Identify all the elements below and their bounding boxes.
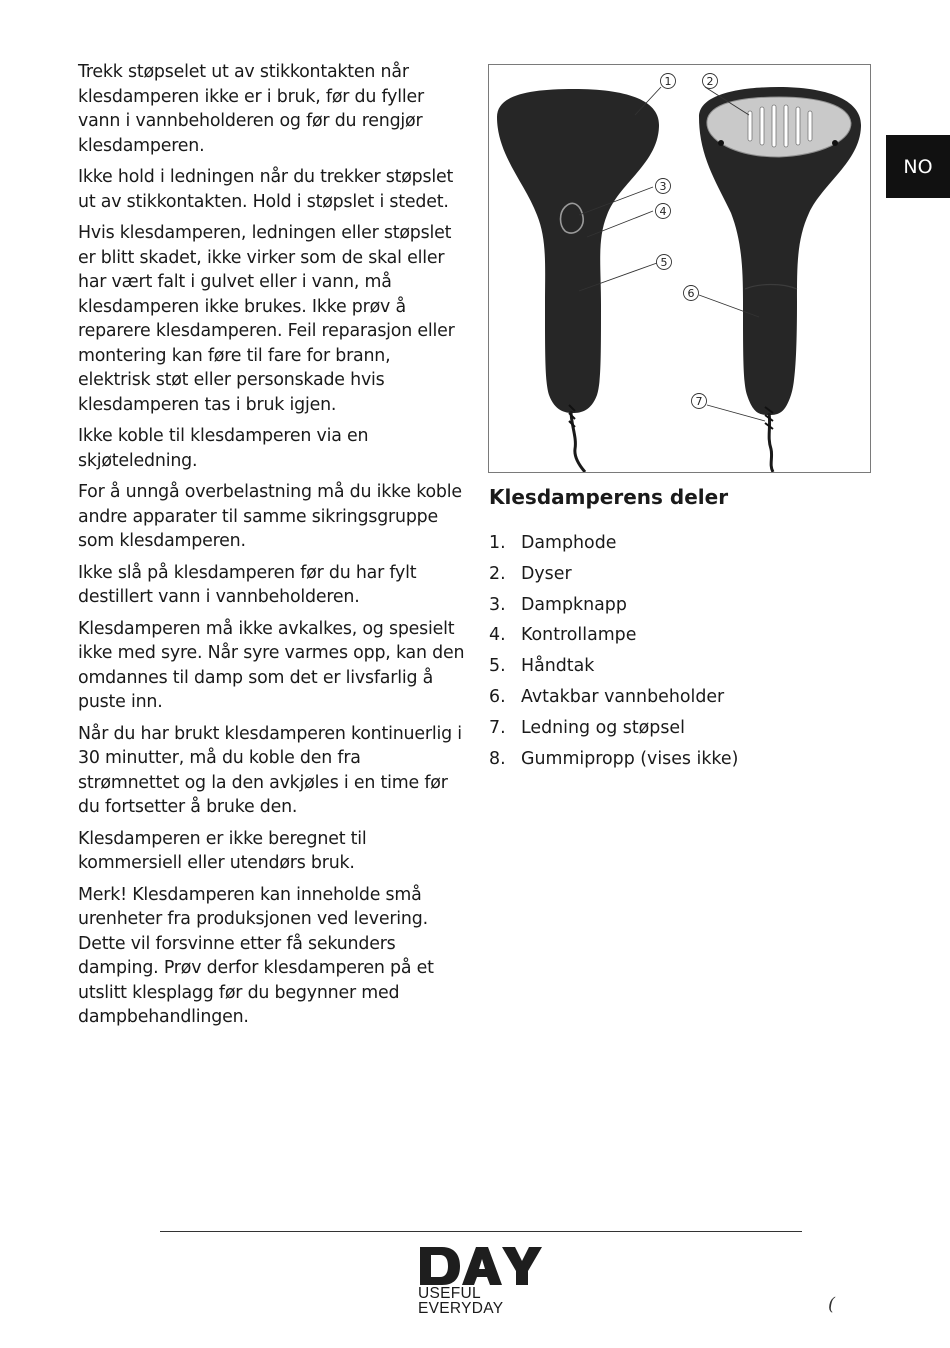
paragraph: Klesdamperen er ikke beregnet til kommersiell eller utendørs bruk. [78, 828, 367, 873]
item-label: Avtakbar vannbeholder [521, 686, 725, 707]
steamer-illustration [489, 65, 870, 472]
item-number: 1. [489, 533, 506, 553]
paragraph: Ikke hold i ledningen når du trekker støpslet ut av stikkontakten. Hold i støpslet i stedet. [78, 167, 454, 212]
safety-instructions [78, 60, 466, 1037]
item-label: Håndtak [521, 656, 595, 677]
steamer-back-view [497, 89, 659, 472]
callout-6: 6 [687, 287, 695, 300]
paragraph: Klesdamperen må ikke avkalkes, og spesielt ikke med syre. Når syre varmes opp, kan den omdannes til damp som det er livsfarlig å puste inn. [78, 618, 465, 712]
parts-list [489, 528, 738, 774]
item-label: Dampknapp [521, 594, 627, 615]
paragraph: For å unngå overbelastning må du ikke koble andre apparater til samme sikringsgruppe som klesdamperen. [78, 482, 462, 551]
paragraph: Når du har brukt klesdamperen kontinuerlig i 30 minutter, må du koble den fra strømnettet og la den avkjøles i en time før du fortsetter å bruke den. [78, 723, 462, 817]
callout-2: 2 [706, 75, 714, 88]
paragraph: Ikke koble til klesdamperen via en skjøteledning. [78, 426, 369, 471]
steamer-figure [488, 64, 871, 473]
list-item [489, 559, 738, 590]
callout-4: 4 [659, 205, 667, 218]
item-label: Damphode [521, 533, 617, 553]
logo-tagline [418, 1286, 503, 1316]
paragraph: Merk! Klesdamperen kan inneholde små urenheter fra produksjonen ved levering. Dette vil forsvinne etter få sekunders damping. Prøv derfor klesdamperen på et utslitt klesplagg før du begynner med dampbehandlingen. [78, 884, 434, 1027]
cord [571, 411, 585, 472]
item-number: 7. [489, 717, 506, 738]
item-number: 3. [489, 594, 506, 615]
logo-line-2: EVERYDAY [418, 1300, 504, 1317]
list-item [489, 713, 738, 744]
callout-5: 5 [660, 256, 668, 269]
list-item [489, 590, 738, 621]
item-number: 4. [489, 625, 506, 646]
list-item [489, 528, 738, 559]
callout-7: 7 [695, 395, 703, 408]
item-number: 6. [489, 686, 506, 707]
item-label: Dyser [521, 563, 572, 584]
item-label: Ledning og støpsel [521, 717, 685, 738]
parts-heading: Klesdamperens deler [489, 485, 729, 509]
item-label: Kontrollampe [521, 625, 637, 646]
item-number: 8. [489, 748, 506, 769]
callout-1: 1 [664, 75, 672, 88]
item-number: 2. [489, 563, 506, 584]
list-item [489, 744, 738, 775]
steamer-front-view [699, 87, 861, 472]
language-tab: NO [886, 135, 950, 198]
item-number: 5. [489, 656, 506, 677]
logo-line-1: USEFUL [418, 1285, 481, 1302]
paragraph: Ikke slå på klesdamperen før du har fylt destillert vann i vannbeholderen. [78, 562, 417, 607]
callout-3: 3 [659, 180, 667, 193]
item-label: Gummipropp (vises ikke) [521, 748, 739, 769]
cord [769, 413, 773, 472]
list-item [489, 620, 738, 651]
list-item [489, 682, 738, 713]
page-mark: ( [828, 1294, 836, 1315]
paragraph: Hvis klesdamperen, ledningen eller støpslet er blitt skadet, ikke virker som de skal eller har vært falt i gulvet eller i vann, må klesdamperen ikke brukes. Ikke prøv å reparere klesdamperen. Feil reparasjon eller montering kan føre til fare for brann, elektrisk støt eller personskade hvis klesdamperen tas i bruk igjen. [78, 223, 455, 415]
footer-divider [160, 1231, 802, 1232]
steam-head-back [497, 89, 659, 413]
paragraph: Trekk støpselet ut av stikkontakten når klesdamperen ikke er i bruk, før du fyller vann i vannbeholderen og før du rengjør klesdamperen. [78, 62, 424, 156]
list-item [489, 651, 738, 682]
